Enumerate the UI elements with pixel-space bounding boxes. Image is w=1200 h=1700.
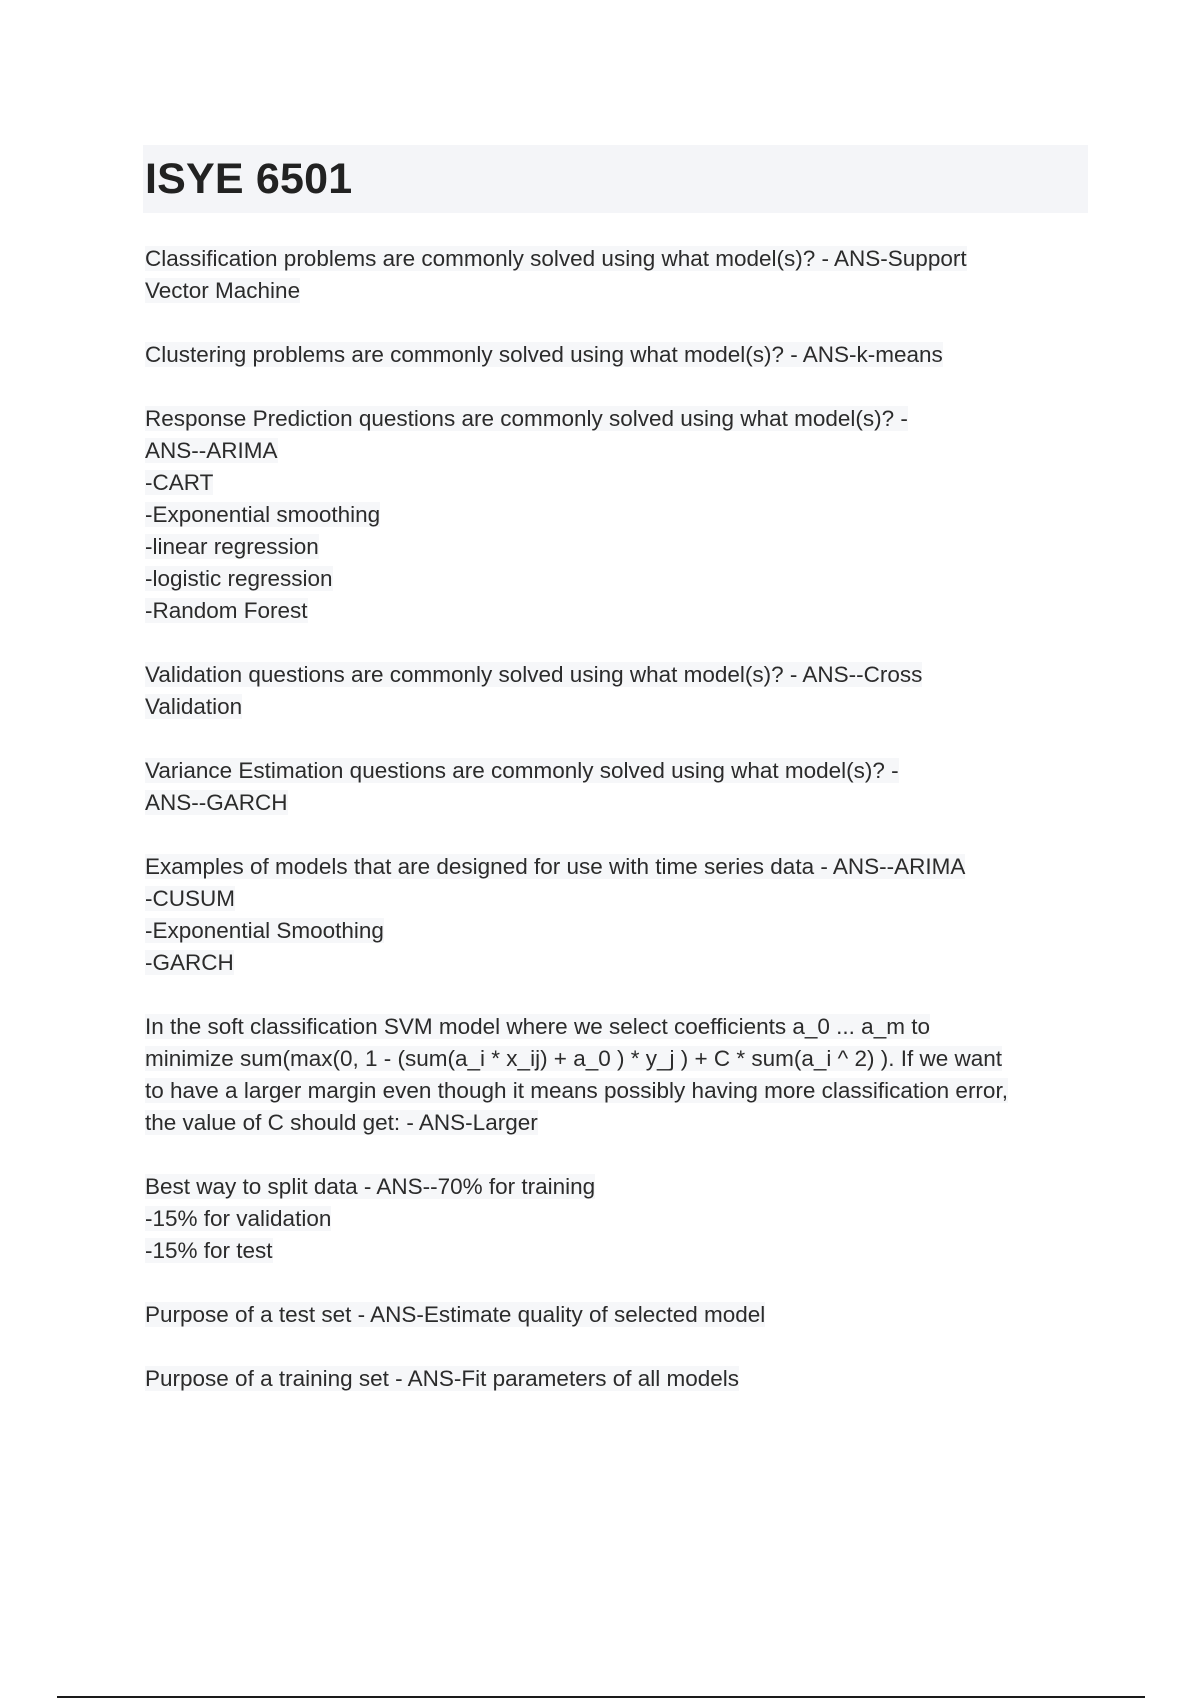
- qa-entry-text: Purpose of a test set - ANS-Estimate quality of selected model: [145, 1302, 766, 1327]
- title-band: [143, 145, 1088, 213]
- qa-entry-text: In the soft classification SVM model where we select coefficients a_0 ... a_m to minimize sum(max(0, 1 - (sum(a_i * x_ij) + a_0 ) * y_j ) + C * sum(a_i ^ 2) ). If we want to have a larger margin even though it means possibly having more classification error, the value of C should get: - ANS-Larger: [145, 1014, 1008, 1135]
- qa-entry-response-prediction: [145, 403, 1085, 627]
- qa-entry-text: Validation questions are commonly solved using what model(s)? - ANS--Cross Validation: [145, 662, 923, 719]
- qa-entry-time-series: [145, 851, 1085, 979]
- qa-entry-training-set: [145, 1363, 1085, 1395]
- bottom-rule: [57, 1696, 1145, 1698]
- qa-entry-classification: [145, 243, 1085, 307]
- qa-entry-text: Classification problems are commonly solved using what model(s)? - ANS-Support Vector Machine: [145, 246, 967, 303]
- qa-entry-data-split: [145, 1171, 1085, 1267]
- page-title: ISYE 6501: [145, 155, 353, 203]
- qa-list: [145, 243, 1085, 1427]
- qa-entry-validation: [145, 659, 1085, 723]
- qa-entry-variance-estimation: [145, 755, 1085, 819]
- qa-entry-text: Variance Estimation questions are commonly solved using what model(s)? - ANS--GARCH: [145, 758, 899, 815]
- qa-entry-clustering: [145, 339, 1085, 371]
- qa-entry-test-set: [145, 1299, 1085, 1331]
- qa-entry-text: Purpose of a training set - ANS-Fit parameters of all models: [145, 1366, 740, 1391]
- qa-entry-soft-svm: [145, 1011, 1085, 1139]
- qa-entry-text: Clustering problems are commonly solved using what model(s)? - ANS-k-means: [145, 342, 943, 367]
- qa-entry-text: Best way to split data - ANS--70% for training -15% for validation -15% for test: [145, 1174, 596, 1263]
- qa-entry-text: Response Prediction questions are commonly solved using what model(s)? - ANS--ARIMA -CART -Exponential smoothing -linear regression -logistic regression -Random Forest: [145, 406, 908, 623]
- qa-entry-text: Examples of models that are designed for use with time series data - ANS--ARIMA -CUSUM -Exponential Smoothing -GARCH: [145, 854, 966, 975]
